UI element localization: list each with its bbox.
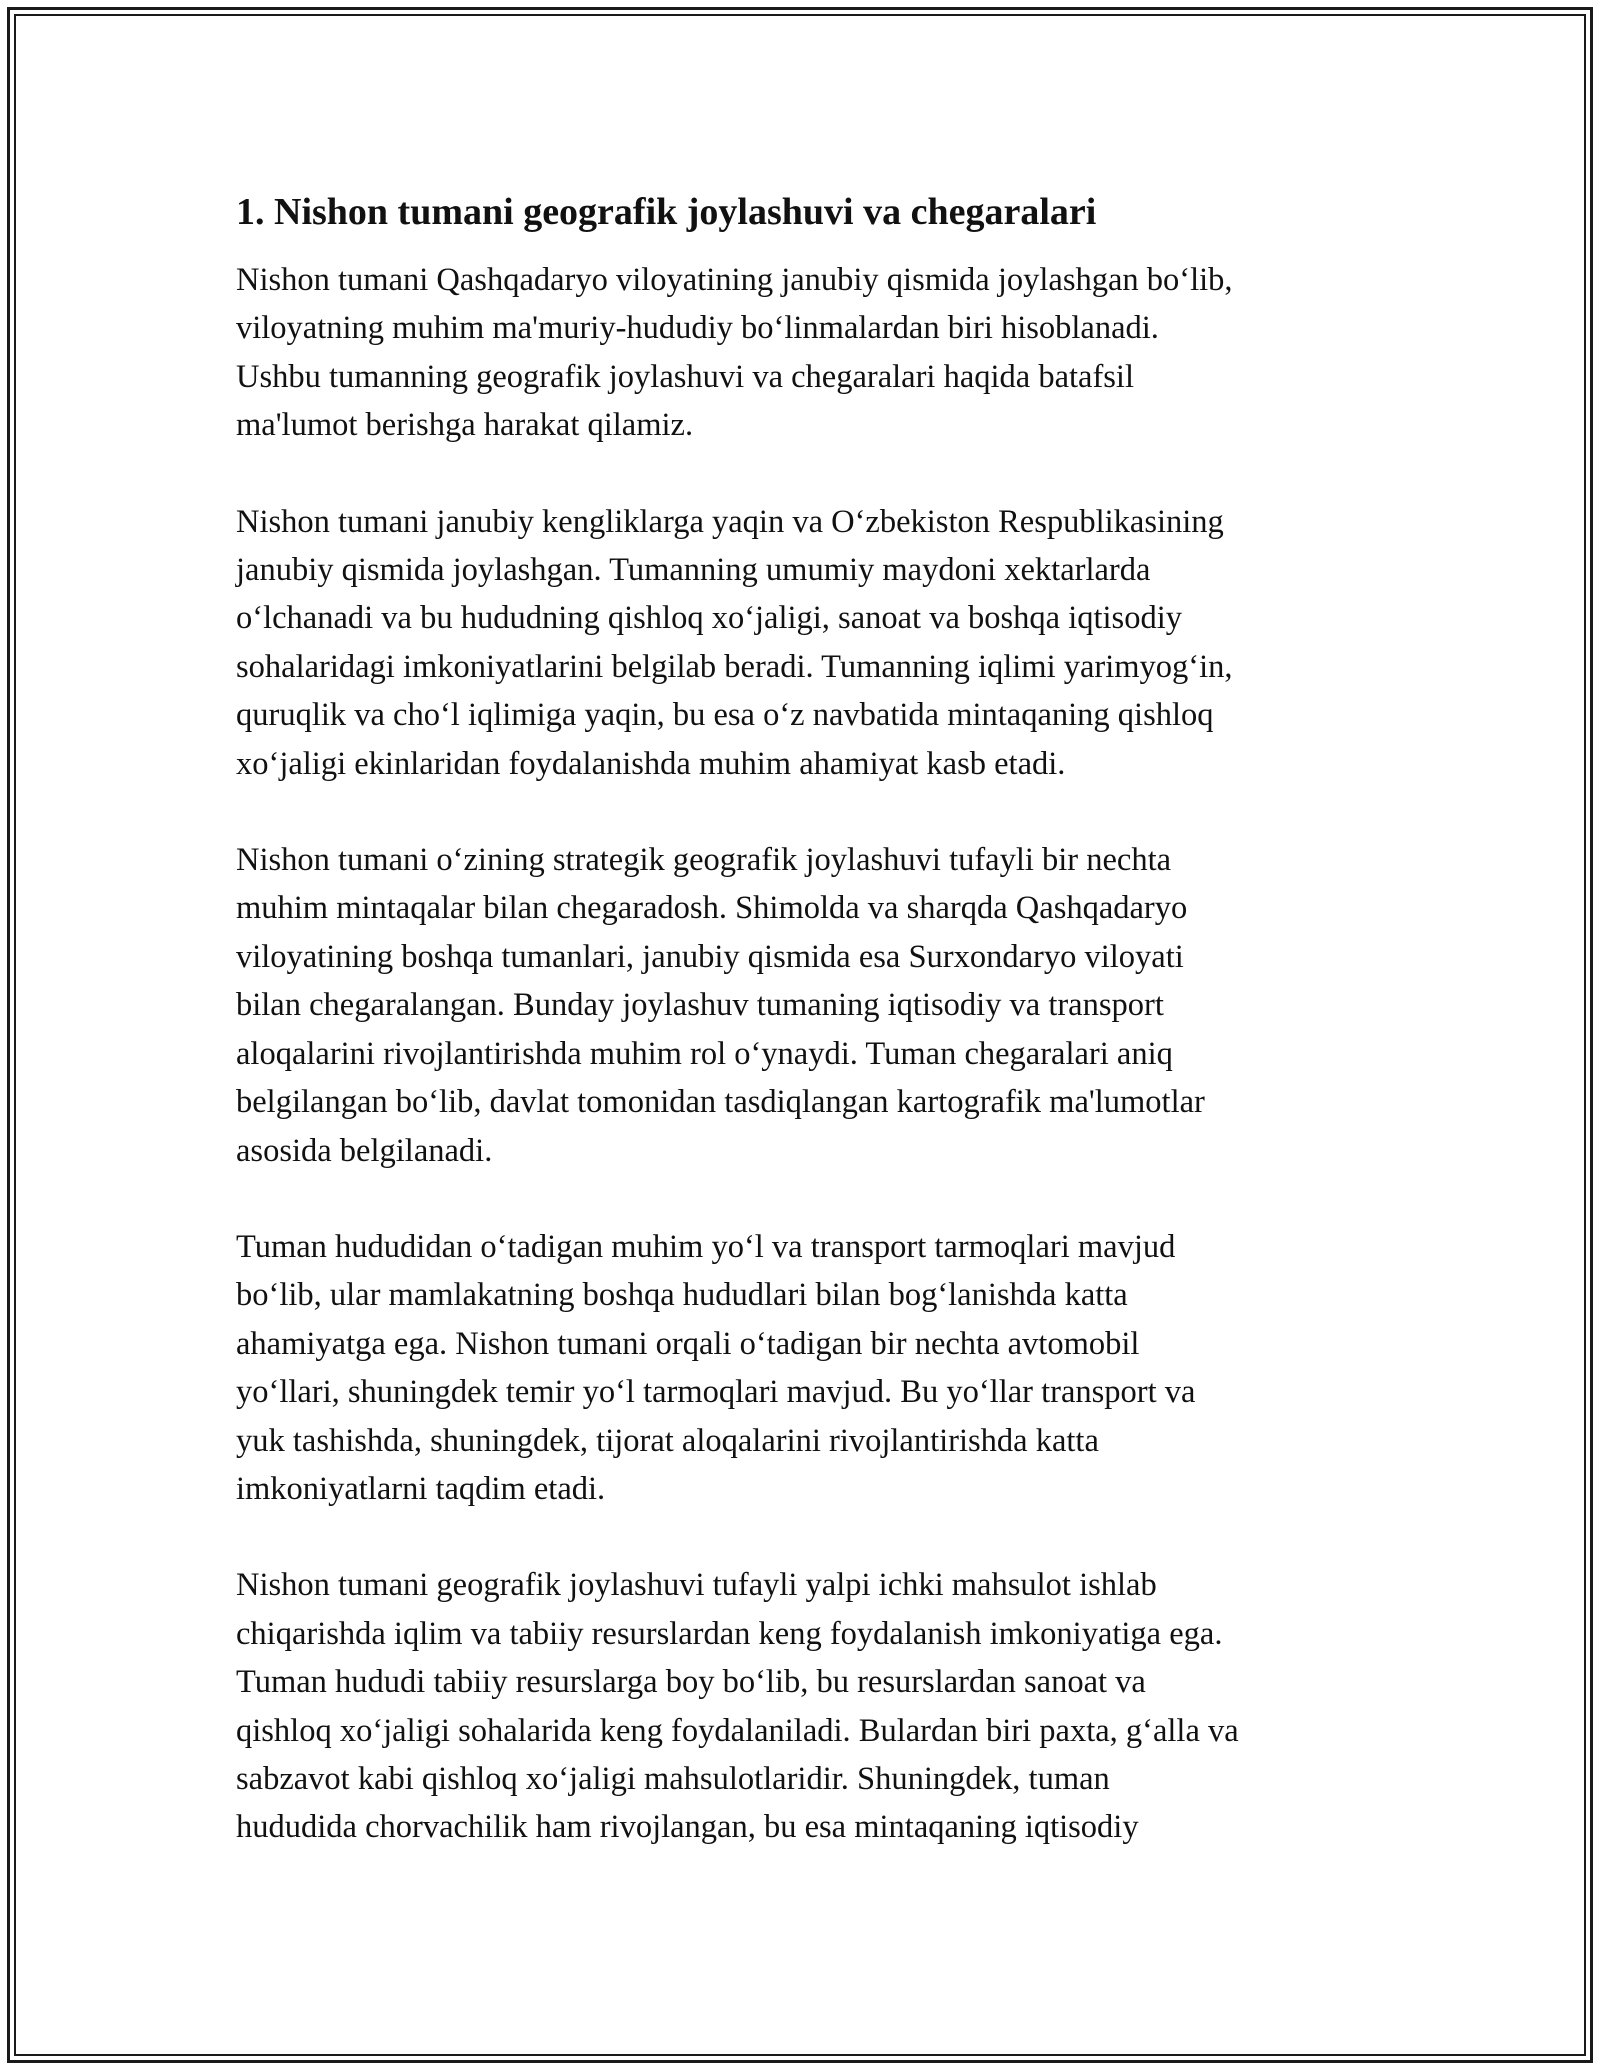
paragraph-line: o‘lchanadi va bu hududning qishloq xo‘jaligi, sanoat va boshqa iqtisodiy — [236, 600, 1182, 637]
paragraph-line: Nishon tumani Qashqadaryo viloyatining janubiy qismida joylashgan bo‘lib, — [236, 262, 1233, 298]
paragraph-line: bo‘lib, ular mamlakatning boshqa hududlari bilan bog‘lanishda katta — [236, 1277, 1128, 1314]
paragraph-line: sohalaridagi imkoniyatlarini belgilab beradi. Tumanning iqlimi yarimyog‘in, — [236, 648, 1233, 685]
paragraph — [236, 1223, 1386, 1513]
paragraph-line: muhim mintaqalar bilan chegaradosh. Shimolda va sharqda Qashqadaryo — [236, 890, 1188, 927]
paragraph-line: hududida chorvachilik ham rivojlangan, bu esa mintaqaning iqtisodiy — [236, 1809, 1139, 1846]
paragraph-line: belgilangan bo‘lib, davlat tomonidan tasdiqlangan kartografik ma'lumotlar — [236, 1084, 1205, 1121]
paragraph-line: viloyatining boshqa tumanlari, janubiy qismida esa Surxondaryo viloyati — [236, 938, 1184, 975]
paragraph-line: bilan chegaralangan. Bunday joylashuv tumaning iqtisodiy va transport — [236, 987, 1164, 1024]
paragraph-line: ahamiyatga ega. Nishon tumani orqali o‘tadigan bir nechta avtomobil — [236, 1325, 1140, 1362]
paragraph-line: xo‘jaligi ekinlaridan foydalanishda muhim ahamiyat kasb etadi. — [236, 745, 1066, 782]
document-body — [236, 186, 1386, 1900]
paragraph-line: Nishon tumani geografik joylashuvi tufayli yalpi ichki mahsulot ishlab — [236, 1567, 1157, 1604]
paragraph — [236, 498, 1386, 788]
paragraph-line: janubiy qismida joylashgan. Tumanning umumiy maydoni xektarlarda — [236, 552, 1151, 589]
paragraph-line: sabzavot kabi qishloq xo‘jaligi mahsulotlaridir. Shuningdek, tuman — [236, 1760, 1110, 1797]
paragraph — [236, 256, 1386, 450]
paragraph-line: ma'lumot berishga harakat qilamiz. — [236, 407, 694, 444]
paragraph-line: Nishon tumani o‘zining strategik geografik joylashuvi tufayli bir nechta — [236, 842, 1172, 879]
paragraph-line: Ushbu tumanning geografik joylashuvi va chegaralari haqida batafsil — [236, 358, 1134, 395]
paragraph-line: Nishon tumani janubiy kengliklarga yaqin va O‘zbekiston Respublikasining — [236, 503, 1224, 540]
paragraph-line: quruqlik va cho‘l iqlimiga yaqin, bu esa o‘z navbatida mintaqaning qishloq — [236, 697, 1214, 734]
paragraph — [236, 1561, 1386, 1851]
paragraph — [236, 836, 1386, 1175]
paragraph-line: asosida belgilanadi. — [236, 1132, 493, 1169]
paragraph-line: chiqarishda iqlim va tabiiy resurslardan keng foydalanish imkoniyatiga ega. — [236, 1615, 1223, 1652]
paragraph-line: imkoniyatlarni taqdim etadi. — [236, 1470, 606, 1507]
paragraph-line: yo‘llari, shuningdek temir yo‘l tarmoqlari mavjud. Bu yo‘llar transport va — [236, 1374, 1196, 1411]
paragraph-line: aloqalarini rivojlantirishda muhim rol o‘ynaydi. Tuman chegaralari aniq — [236, 1035, 1173, 1072]
paragraph-line: qishloq xo‘jaligi sohalarida keng foydalaniladi. Bulardan biri paxta, g‘alla va — [236, 1712, 1239, 1749]
paragraph-line: Tuman hududidan o‘tadigan muhim yo‘l va transport tarmoqlari mavjud — [236, 1228, 1176, 1265]
section-heading: 1. Nishon tumani geografik joylashuvi va chegaralari — [236, 191, 1097, 233]
paragraph-line: viloyatning muhim ma'muriy-hududiy bo‘linmalardan biri hisoblanadi. — [236, 310, 1159, 347]
paragraph-line: Tuman hududi tabiiy resurslarga boy bo‘lib, bu resurslardan sanoat va — [236, 1664, 1146, 1701]
paragraph-list — [236, 256, 1386, 1852]
paragraph-line: yuk tashishda, shuningdek, tijorat aloqalarini rivojlantirishda katta — [236, 1422, 1099, 1459]
